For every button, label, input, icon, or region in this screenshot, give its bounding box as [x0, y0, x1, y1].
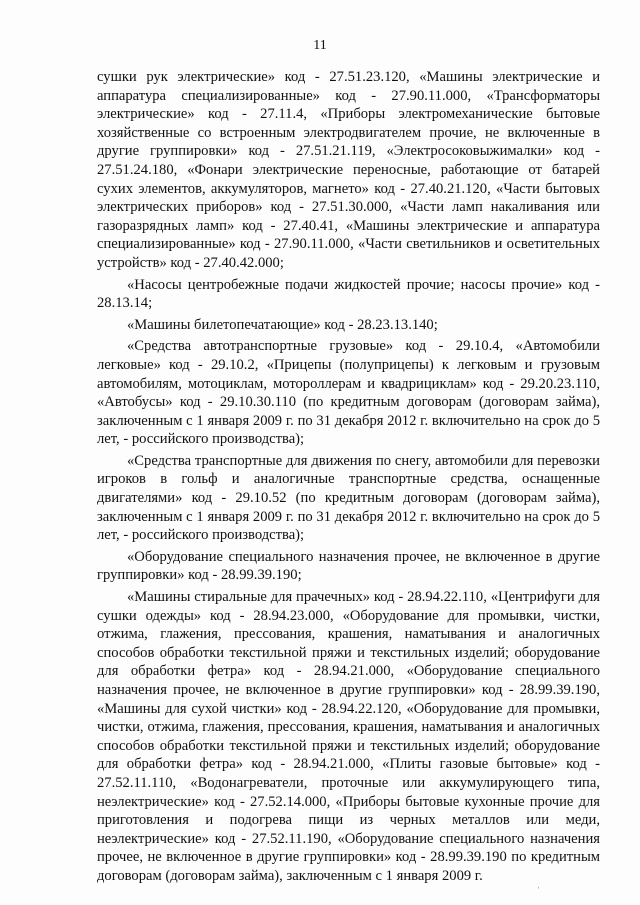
paragraph: «Оборудование специального назначения прочее, не включенное в другие группировки» код - 28.99.39.190;: [97, 548, 600, 584]
body-text: [97, 68, 600, 889]
paragraph: «Машины билетопечатающие» код - 28.23.13.140;: [127, 316, 438, 333]
paragraph: сушки рук электрические» код - 27.51.23.120, «Машины электрические и аппаратура специализированные» код - 27.90.11.000, «Трансформаторы электрические» код - 27.11.4, «Приборы электромеханические бытовые хозяйственные со встроенным электродвигателем прочие, не включенные в другие группировки» код - 27.51.21.119, «Электросоковыжималки» код - 27.51.24.180, «Фонари электрические переносные, работающие от батарей сухих элементов, аккумуляторов, магнето» код - 27.40.21.120, «Части бытовых электрических приборов» код - 27.51.30.000, «Части ламп накаливания или газоразрядных ламп» код - 27.40.41, «Машины электрические и аппаратура специализированные» код - 27.90.11.000, «Части светильников и осветительных устройств» код - 27.40.42.000;: [97, 69, 600, 271]
paragraph: «Средства транспортные для движения по снегу, автомобили для перевозки игроков в гольф и аналогичные транспортные средства, оснащенные двигателями» код - 29.10.52 (по кредитным договорам (договорам займа), заключенным с 1 января 2009 г. по 31 декабря 2012 г. включительно на срок до 5 лет, - российского производства);: [97, 452, 600, 544]
paragraph: «Средства автотранспортные грузовые» код - 29.10.4, «Автомобили легковые» код - 29.10.2, «Прицепы (полуприцепы) к легковым и грузовым автомобилям, мотоциклам, мотороллерам и квадрициклам» код - 29.20.23.110, «Автобусы» код - 29.10.30.110 (по кредитным договорам (договорам займа), заключенным с 1 января 2009 г. по 31 декабря 2012 г. включительно на срок до 5 лет, - российского производства);: [97, 338, 600, 448]
page-number: 11: [313, 38, 327, 53]
paragraph: «Машины стиральные для прачечных» код - 28.94.22.110, «Центрифуги для сушки одежды» код - 28.94.23.000, «Оборудование для промывки, чистки, отжима, глажения, прессования, крашения, наматывания и аналогичных способов обработки текстильной пряжи и текстильных изделий; оборудование для обработки фетра» код - 28.94.21.000, «Оборудование специального назначения прочее, не включенное в другие группировки» код - 28.99.39.190, «Машины для сухой чистки» код - 28.94.22.120, «Оборудование для промывки, чистки, отжима, глажения, прессования, крашения, наматывания и аналогичных способов обработки текстильной пряжи и текстильных изделий; оборудование для обработки фетра» код - 28.94.21.000, «Плиты газовые бытовые» код - 27.52.11.110, «Водонагреватели, проточные или аккумулирующего типа, неэлектрические» код - 27.52.14.000, «Приборы бытовые кухонные прочие для приготовления и подогрева пищи из черных металлов или меди, неэлектрические» код - 27.52.11.190, «Оборудование специального назначения прочее, не включенное в другие группировки» код - 28.99.39.190 по кредитным договорам (договорам займа), заключенным с 1 января 2009 г.: [97, 589, 600, 884]
paragraph: «Насосы центробежные подачи жидкостей прочие; насосы прочие» код - 28.13.14;: [97, 276, 600, 312]
scan-mark: ˌ: [537, 878, 541, 889]
